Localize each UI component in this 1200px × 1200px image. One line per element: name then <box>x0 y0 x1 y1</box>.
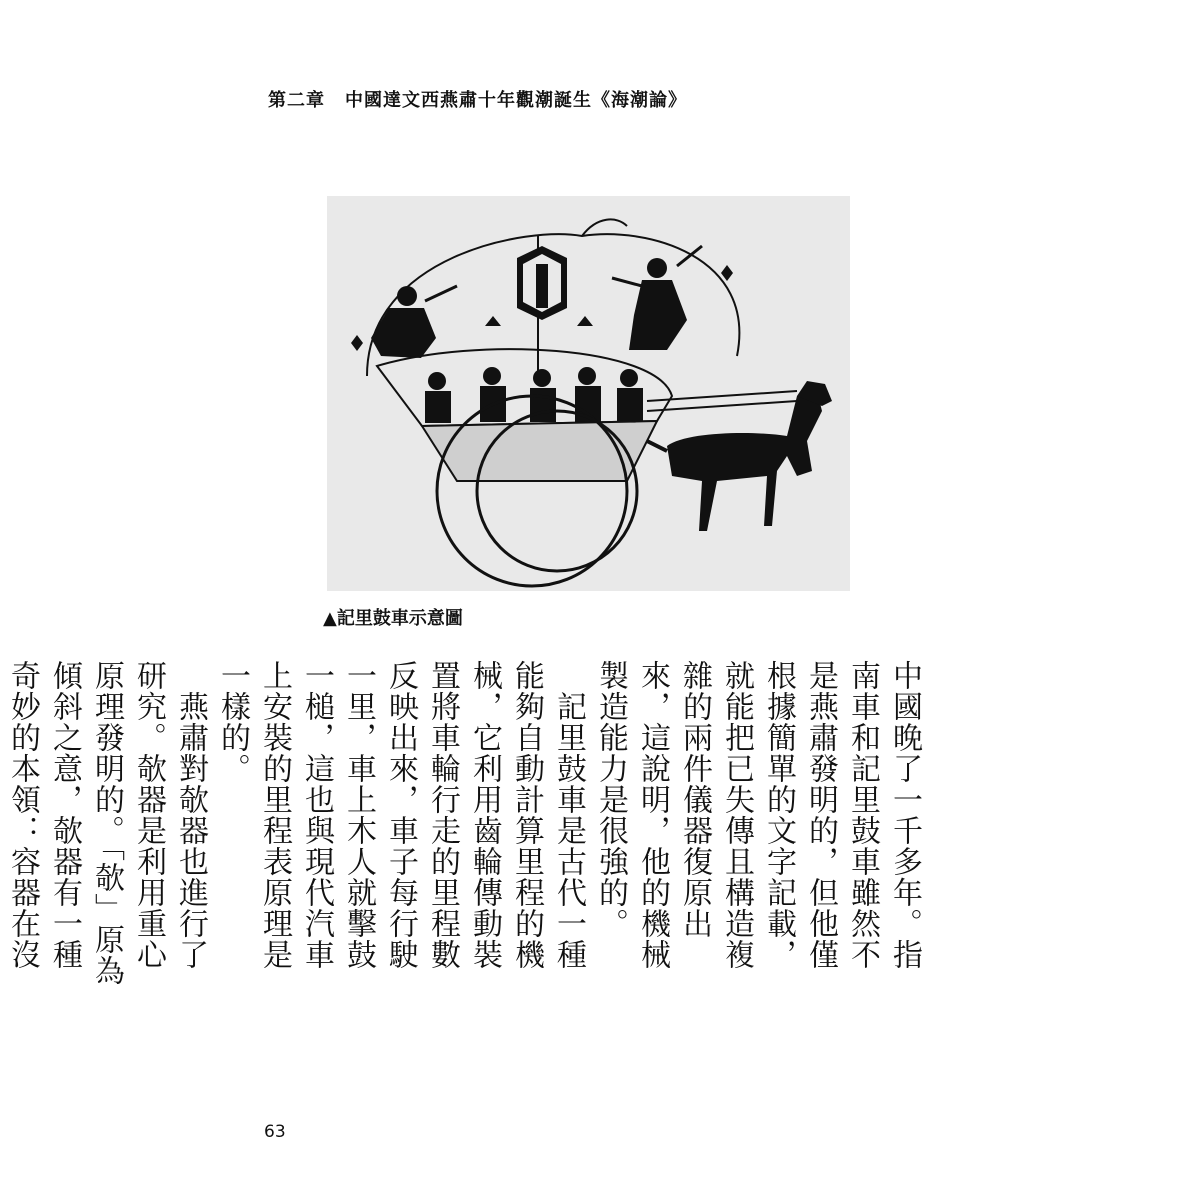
chapter-title: 中國達文西燕肅十年觀潮誕生《海潮論》 <box>345 90 687 111</box>
drummer-left-figure <box>371 286 457 358</box>
paragraph: 中國晚了一千多年。指南車和記里鼓車雖然不是燕肅發明的，但他僅根據簡單的文字記載，就能把已失傳且構造複雜的兩件儀器復原出來，這說明，他的機械製造能力是很強的。 <box>593 660 922 970</box>
paragraph: 記里鼓車是古代一種能夠自動計算里程的機械，它利用齒輪傳動裝置將車輪行走的里程數反映出來，車子每行駛一里，車上木人就擊鼓一槌，這也與現代汽車上安裝的里程表原理是一樣的。 <box>215 660 586 970</box>
page-number: 63 <box>264 1122 286 1142</box>
odometer-chariot-drawing <box>327 196 850 591</box>
body-text <box>5 660 925 1000</box>
figure-caption: ▲記里鼓車示意圖 <box>323 608 463 629</box>
chapter-label: 第二章 <box>268 90 325 111</box>
paragraph: 燕肅對欹器也進行了研究。欹器是利用重心原理發明的。「欹」原為傾斜之意，欹器有一種奇妙的本領：容器在沒 <box>5 660 208 986</box>
ringer-right-figure <box>612 246 702 350</box>
horses <box>647 381 832 531</box>
chariot-illustration <box>327 196 850 591</box>
running-header <box>268 86 687 112</box>
